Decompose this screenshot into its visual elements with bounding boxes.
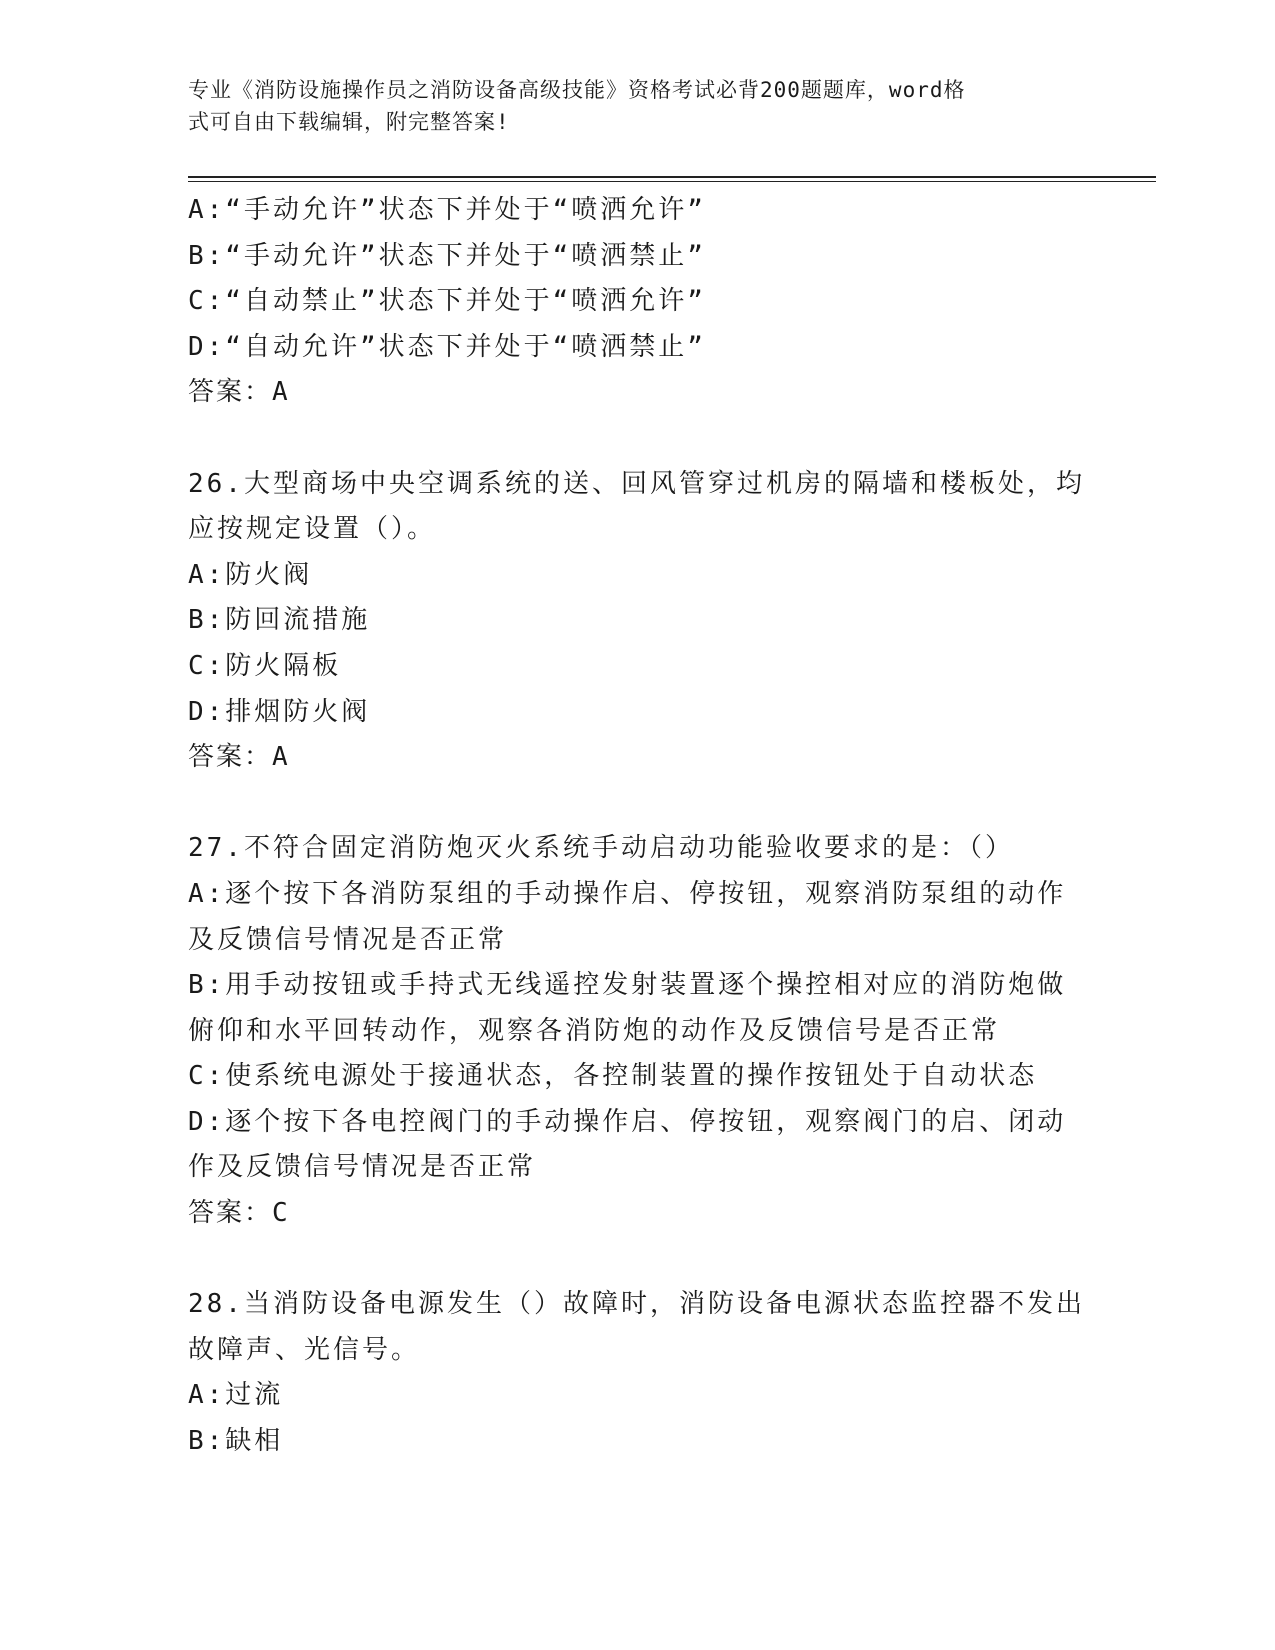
header-divider-thin: [188, 181, 1156, 182]
question-27: [188, 826, 1078, 1236]
option-c: C:防火隔板: [188, 650, 342, 681]
option-d: D:“自动允许”状态下并处于“喷洒禁止”: [188, 331, 706, 362]
option-d: D:排烟防火阀: [188, 696, 371, 727]
question-25-continued: [188, 188, 1078, 416]
option-b: B:缺相: [188, 1426, 284, 1457]
option-d-line-1: D:逐个按下各电控阀门的手动操作启、停按钮，观察阀门的启、闭动: [188, 1106, 1067, 1137]
option-a: A:防火阀: [188, 559, 313, 590]
option-a-line-1: A:逐个按下各消防泵组的手动操作启、停按钮，观察消防泵组的动作: [188, 878, 1067, 909]
option-a: A:“手动允许”状态下并处于“喷洒允许”: [188, 195, 706, 225]
option-b-line-1: B:用手动按钮或手持式无线遥控发射装置逐个操控相对应的消防炮做: [188, 970, 1067, 1001]
header-line-1: 专业《消防设施操作员之消防设备高级技能》资格考试必背200题题库，word格: [188, 78, 966, 102]
question-stem-line-2: 应按规定设置（）。: [188, 514, 437, 545]
answer-line: 答案：A: [188, 742, 290, 773]
spacer: [188, 781, 1078, 827]
header-line-2: 式可自由下载编辑，附完整答案!: [188, 110, 510, 134]
question-28: [188, 1282, 1085, 1464]
option-c: C:使系统电源处于接通状态，各控制装置的操作按钮处于自动状态: [188, 1061, 1038, 1092]
spacer: [188, 416, 1078, 462]
question-26: [188, 462, 1085, 781]
answer-line: 答案：C: [188, 1198, 290, 1229]
option-b-line-2: 俯仰和水平回转动作，观察各消防炮的动作及反馈信号是否正常: [188, 1015, 1001, 1046]
option-b: B:“手动允许”状态下并处于“喷洒禁止”: [188, 240, 706, 271]
question-stem-line-1: 27.不符合固定消防炮灭火系统手动启动功能验收要求的是：（）: [188, 833, 1014, 864]
question-stem-line-1: 28.当消防设备电源发生（）故障时，消防设备电源状态监控器不发出: [188, 1289, 1085, 1320]
document-header: [188, 74, 1088, 138]
answer-line: 答案：A: [188, 377, 290, 408]
option-b: B:防回流措施: [188, 605, 371, 636]
option-c: C:“自动禁止”状态下并处于“喷洒允许”: [188, 286, 706, 317]
question-list: [188, 188, 1085, 1465]
question-stem-line-2: 故障声、光信号。: [188, 1334, 421, 1365]
header-divider-thick: [188, 176, 1156, 178]
spacer: [188, 1237, 1078, 1283]
option-d-line-2: 作及反馈信号情况是否正常: [188, 1152, 537, 1183]
question-stem-line-1: 26.大型商场中央空调系统的送、回风管穿过机房的隔墙和楼板处，均: [188, 468, 1085, 499]
option-a-line-2: 及反馈信号情况是否正常: [188, 924, 508, 955]
option-a: A:过流: [188, 1380, 284, 1411]
